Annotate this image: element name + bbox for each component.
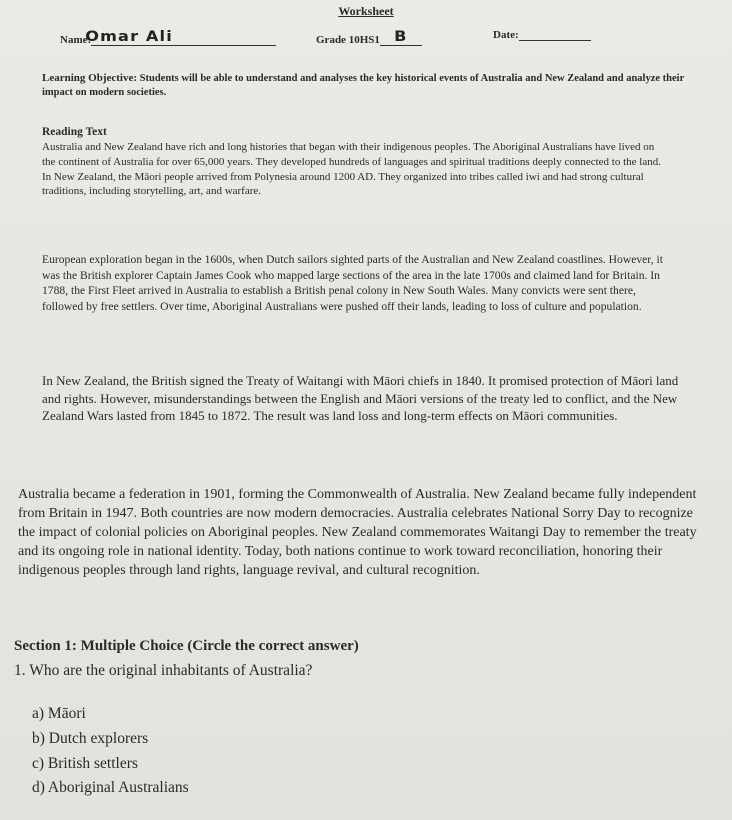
reading-heading: Reading Text: [42, 126, 107, 138]
name-handwritten: Omar Ali: [85, 29, 174, 45]
date-blank: [519, 29, 591, 41]
name-label: Name:: [60, 34, 92, 46]
objective-text: Students will be able to understand and analyses the key historical events of Australia and New Zealand and analyze their impact on modern societies.: [42, 73, 685, 98]
option-b[interactable]: b) Dutch explorers: [32, 730, 149, 747]
section-1-title: Section 1: Multiple Choice (Circle the correct answer): [14, 638, 359, 654]
grade-blank: [380, 29, 422, 46]
grade-field: [316, 29, 422, 46]
option-a[interactable]: a) Māori: [32, 705, 86, 722]
reading-paragraph-4: Australia became a federation in 1901, forming the Commonwealth of Australia. New Zealand became fully independent from Britain in 1947. Both countries are now modern democracies. Australia celebrates National Sorry Day to recognize the impact of colonial policies on Aboriginal peoples. New Zealand commemorates Waitangi Day to remember the treaty and its ongoing role in national identity. Today, both nations continue to work toward reconciliation, honoring their indigenous peoples through land rights, language revival, and cultural recognition.: [18, 487, 697, 578]
option-d[interactable]: d) Aboriginal Australians: [32, 779, 189, 796]
name-blank: [85, 29, 276, 46]
reading-paragraph-1: Australia and New Zealand have rich and long histories that began with their indigenous peoples. The Aboriginal Australians have lived on the continent of Australia for over 65,000 years. They developed hundreds of languages and spiritual traditions deeply connected to the land. In New Zealand, the Māori people arrived from Polynesia around 1200 AD. They organized into tribes called iwi and had strong cultural traditions, including storytelling, art, and warfare.: [42, 141, 661, 198]
date-field: [493, 29, 591, 41]
question-1: 1. Who are the original inhabitants of Australia?: [14, 662, 313, 679]
reading-paragraph-2: European exploration began in the 1600s, when Dutch sailors sighted parts of the Australian and New Zealand coastlines. However, it was the British explorer Captain James Cook who mapped large sections of the area in the late 1700s and claimed land for Britain. In 1788, the First Fleet arrived in Australia to establish a British penal colony in New South Wales. Many convicts were sent there, followed by free settlers. Over time, Aboriginal Australians were pushed off their lands, leading to loss of culture and population.: [42, 253, 663, 313]
name-field: [60, 29, 276, 46]
grade-handwritten: B: [394, 29, 408, 45]
objective-label: Learning Objective:: [42, 72, 138, 84]
date-label: Date:: [493, 29, 519, 41]
worksheet-title: Worksheet: [338, 4, 394, 18]
learning-objective: [42, 71, 692, 100]
grade-label: Grade 10HS1: [316, 34, 380, 46]
option-c[interactable]: c) British settlers: [32, 755, 138, 772]
reading-paragraph-3: In New Zealand, the British signed the Treaty of Waitangi with Māori chiefs in 1840. It promised protection of Māori land and rights. However, misunderstandings between the English and Māori versions of the treaty led to conflict, and the New Zealand Wars lasted from 1845 to 1872. The result was land loss and long-term effects on Māori communities.: [42, 373, 679, 424]
